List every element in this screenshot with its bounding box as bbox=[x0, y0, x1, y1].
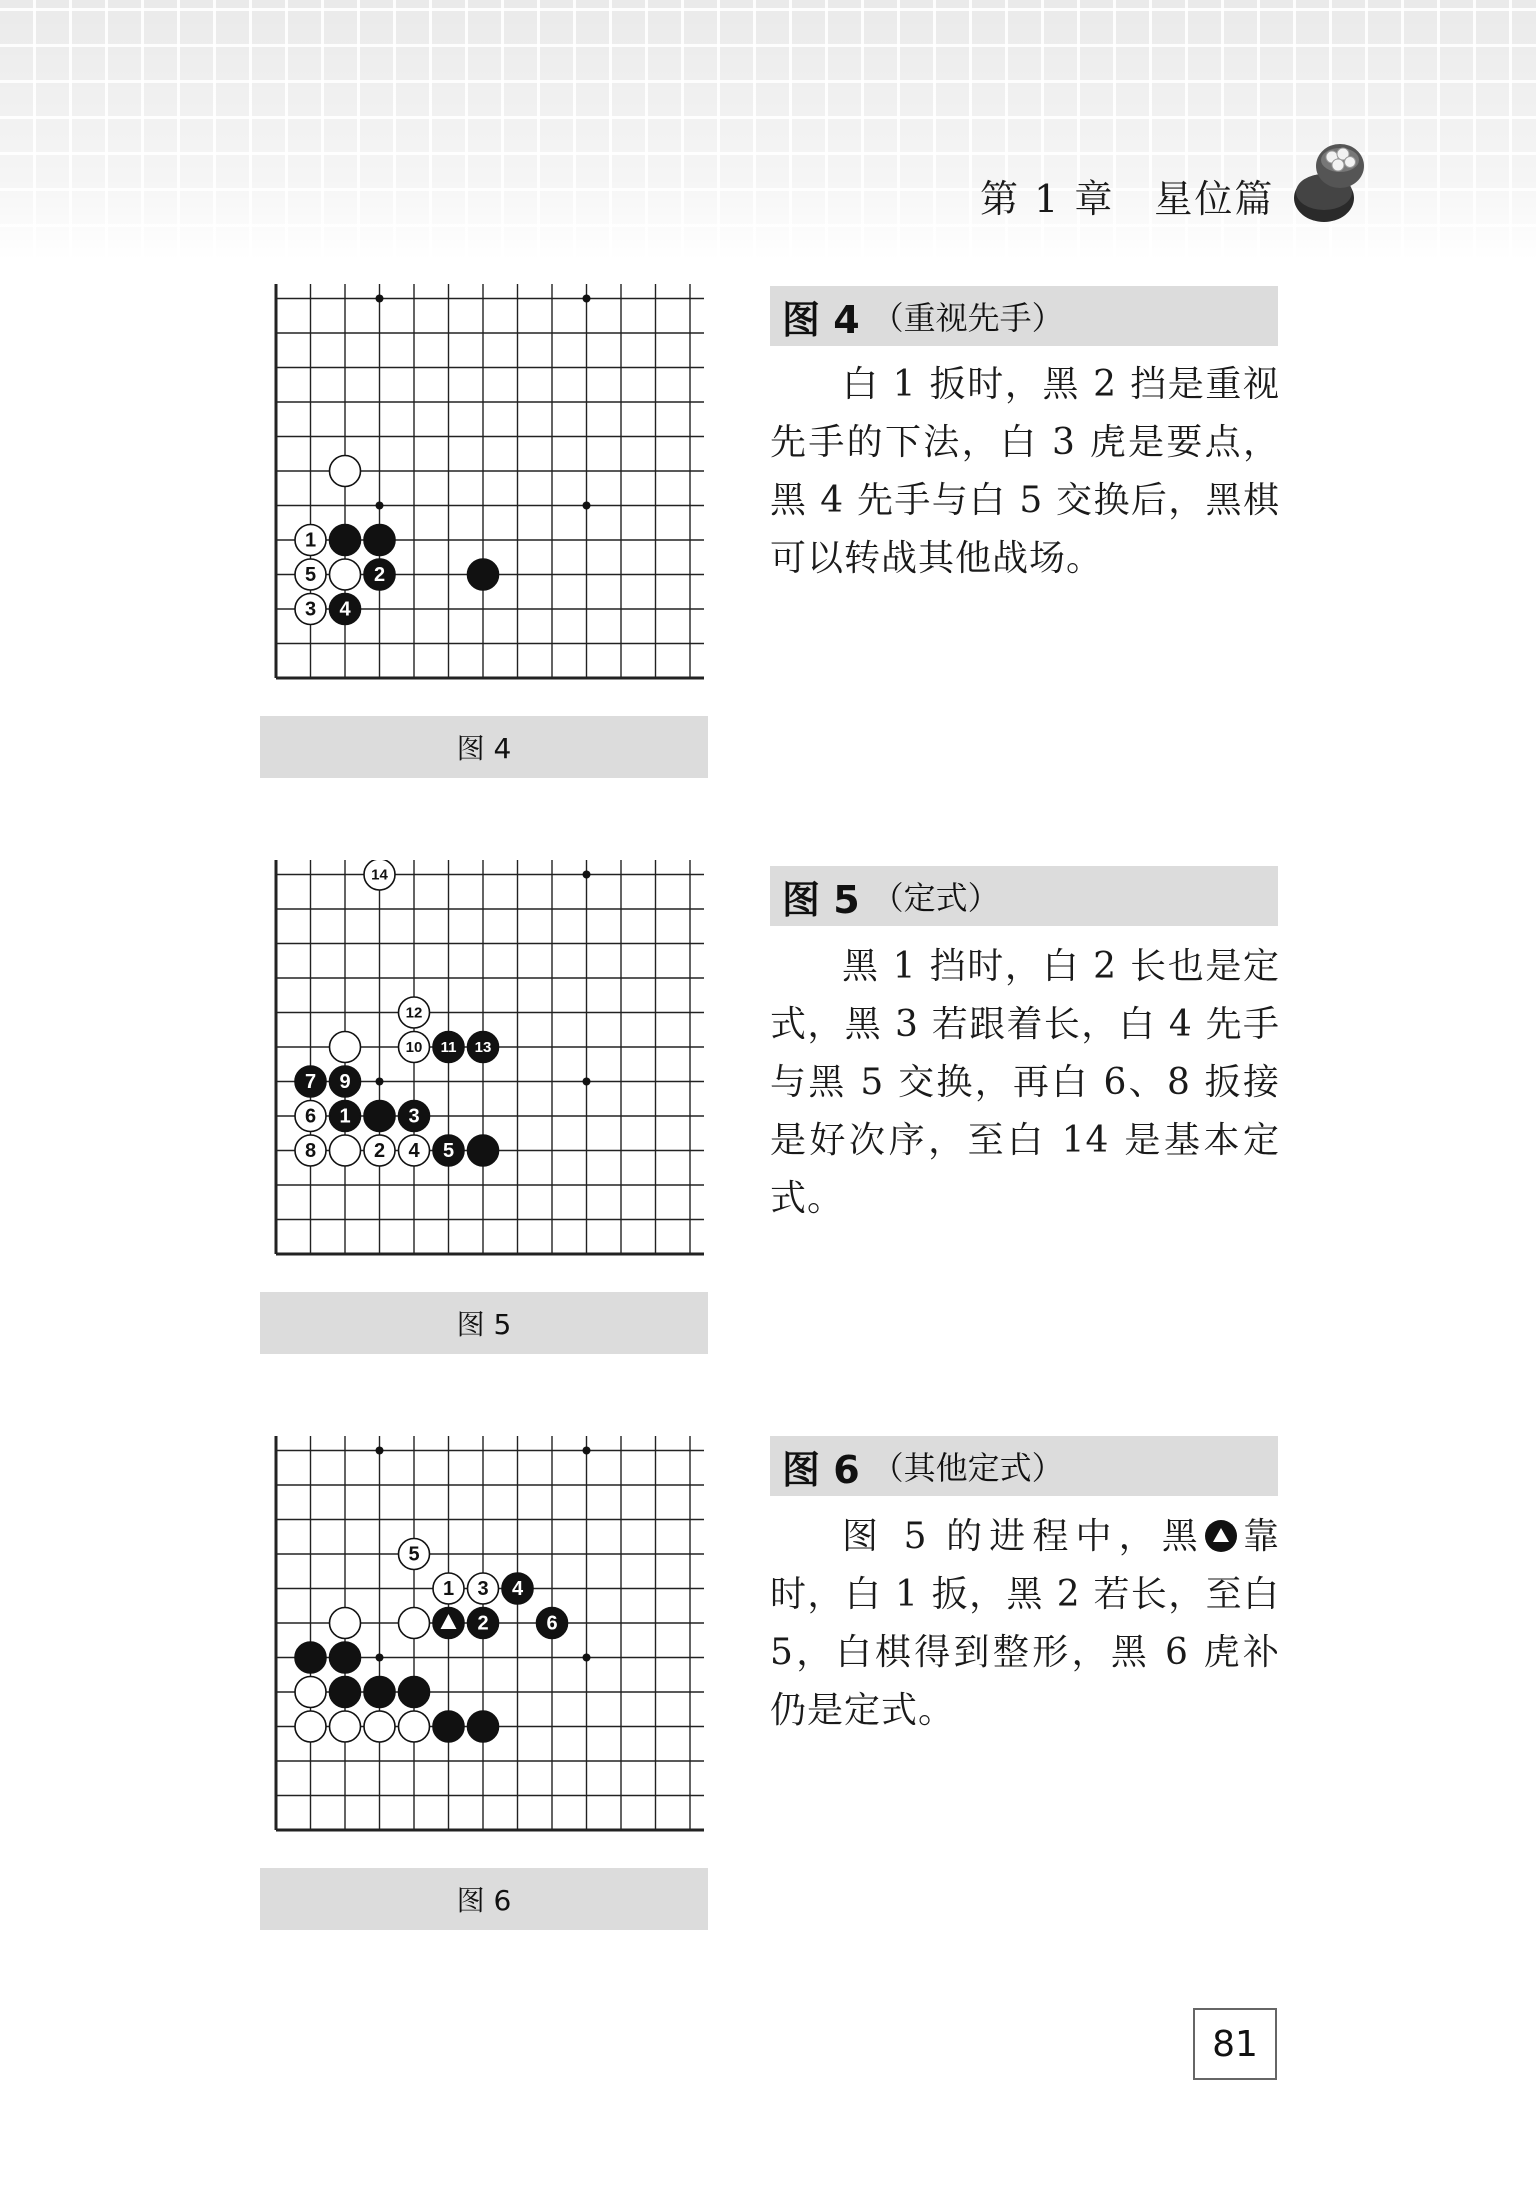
move-number: 13 bbox=[474, 1038, 492, 1056]
black-stone bbox=[468, 1608, 499, 1639]
move-number: 5 bbox=[408, 1543, 420, 1566]
white-stone bbox=[433, 1573, 464, 1604]
star-point bbox=[376, 1654, 384, 1662]
star-point bbox=[583, 295, 591, 303]
black-stone bbox=[364, 1677, 395, 1708]
commentary-text-start: 图 5 的进程中，黑 bbox=[842, 1516, 1205, 1557]
white-stone bbox=[295, 594, 326, 625]
black-stone bbox=[295, 1642, 326, 1673]
figure-label: 图 6 bbox=[782, 1447, 860, 1492]
star-point bbox=[583, 1654, 591, 1662]
white-stone bbox=[330, 1135, 361, 1166]
go-diagram-5 bbox=[270, 860, 720, 1280]
go-board-figure-4 bbox=[270, 284, 720, 704]
black-stone bbox=[433, 1608, 464, 1639]
white-stone bbox=[295, 1677, 326, 1708]
figure-subtitle: （重视先手） bbox=[871, 299, 1064, 337]
black-stone bbox=[468, 1032, 499, 1063]
chapter-title: 第 1 章 星位篇 bbox=[980, 177, 1275, 221]
white-stone bbox=[295, 1135, 326, 1166]
black-stone bbox=[468, 1135, 499, 1166]
white-stone bbox=[364, 860, 395, 890]
white-stone bbox=[399, 1711, 430, 1742]
commentary-paragraph: 黑 1 挡时，白 2 长也是定式，黑 3 若跟着长，白 4 先手与黑 5 交换，再白 6、8 扳接是好次序，至白 14 是基本定式。 bbox=[770, 946, 1280, 1219]
move-number: 4 bbox=[511, 1577, 524, 1600]
white-stone bbox=[468, 1573, 499, 1604]
move-number: 7 bbox=[304, 1070, 317, 1093]
black-stone bbox=[330, 525, 361, 556]
star-point bbox=[376, 1447, 384, 1455]
figure-caption: 图 6 bbox=[260, 1868, 708, 1930]
move-number: 1 bbox=[339, 1105, 351, 1128]
commentary-paragraph: 白 1 扳时，黑 2 挡是重视先手的下法，白 3 虎是要点，黑 4 先手与白 5 交换后，黑棋可以转战其他战场。 bbox=[770, 364, 1280, 579]
star-point bbox=[583, 1078, 591, 1086]
black-stone bbox=[295, 1066, 326, 1097]
move-number: 2 bbox=[373, 1139, 386, 1162]
black-stone bbox=[433, 1135, 464, 1166]
black-stone bbox=[330, 1101, 361, 1132]
white-stone bbox=[399, 1608, 430, 1639]
move-number: 2 bbox=[477, 1612, 489, 1635]
star-point bbox=[376, 1078, 384, 1086]
move-number: 4 bbox=[408, 1139, 420, 1162]
black-stone bbox=[364, 1101, 395, 1132]
move-number: 6 bbox=[546, 1612, 558, 1635]
move-number: 2 bbox=[373, 563, 386, 586]
white-stone bbox=[330, 559, 361, 590]
black-stone bbox=[330, 1066, 361, 1097]
figure-caption: 图 5 bbox=[260, 1292, 708, 1354]
go-diagram-6 bbox=[270, 1436, 720, 1856]
move-number: 5 bbox=[442, 1139, 455, 1162]
star-point bbox=[583, 1447, 591, 1455]
commentary-paragraph bbox=[770, 1508, 1280, 1740]
white-stone bbox=[295, 1101, 326, 1132]
section-heading bbox=[770, 866, 1278, 926]
move-number: 1 bbox=[304, 529, 317, 552]
move-number: 9 bbox=[339, 1070, 351, 1093]
figure-label: 图 4 bbox=[782, 297, 860, 342]
black-stone bbox=[364, 525, 395, 556]
black-stone bbox=[468, 1711, 499, 1742]
white-stone bbox=[399, 1032, 430, 1063]
section-heading bbox=[770, 1436, 1278, 1496]
move-number: 3 bbox=[304, 598, 317, 621]
white-stone bbox=[399, 1135, 430, 1166]
black-stone bbox=[330, 1677, 361, 1708]
white-stone bbox=[330, 456, 361, 487]
white-stone bbox=[330, 1711, 361, 1742]
white-stone bbox=[295, 1711, 326, 1742]
white-stone bbox=[295, 559, 326, 590]
go-stone-bowl-icon bbox=[1288, 136, 1372, 228]
black-stone bbox=[330, 1642, 361, 1673]
star-point bbox=[583, 502, 591, 510]
page-number: 81 bbox=[1193, 2008, 1277, 2080]
move-number: 10 bbox=[405, 1038, 423, 1056]
black-stone bbox=[433, 1032, 464, 1063]
star-point bbox=[376, 295, 384, 303]
white-stone bbox=[330, 1032, 361, 1063]
figure-label: 图 5 bbox=[782, 877, 860, 922]
black-stone bbox=[399, 1101, 430, 1132]
go-board-figure-5 bbox=[270, 860, 720, 1280]
section-heading bbox=[770, 286, 1278, 346]
white-stone bbox=[399, 1539, 430, 1570]
star-point bbox=[376, 502, 384, 510]
white-stone bbox=[399, 997, 430, 1028]
go-diagram-4 bbox=[270, 284, 720, 704]
black-stone bbox=[399, 1677, 430, 1708]
move-number: 6 bbox=[304, 1105, 317, 1128]
black-triangle-stone-icon bbox=[1205, 1520, 1237, 1552]
black-stone bbox=[364, 559, 395, 590]
black-stone bbox=[330, 594, 361, 625]
black-stone bbox=[468, 559, 499, 590]
move-number: 14 bbox=[371, 866, 388, 884]
move-number: 8 bbox=[304, 1139, 317, 1162]
star-point bbox=[583, 871, 591, 879]
black-stone bbox=[502, 1573, 533, 1604]
white-stone bbox=[364, 1135, 395, 1166]
black-stone bbox=[433, 1711, 464, 1742]
figure-subtitle: （其他定式） bbox=[871, 1449, 1064, 1487]
commentary-text-end: 靠时，白 1 扳，黑 2 若长，至白 5，白棋得到整形，黑 6 虎补仍是定式。 bbox=[770, 1516, 1280, 1731]
white-stone bbox=[364, 1711, 395, 1742]
go-board-figure-6 bbox=[270, 1436, 720, 1856]
figure-subtitle: （定式） bbox=[871, 879, 1000, 917]
move-number: 4 bbox=[339, 598, 351, 621]
white-stone bbox=[295, 525, 326, 556]
white-stone bbox=[330, 1608, 361, 1639]
move-number: 1 bbox=[442, 1577, 455, 1600]
move-number: 5 bbox=[304, 563, 317, 586]
figure-caption: 图 4 bbox=[260, 716, 708, 778]
move-number: 12 bbox=[405, 1004, 423, 1022]
move-number: 3 bbox=[408, 1105, 420, 1128]
black-stone bbox=[537, 1608, 568, 1639]
move-number: 3 bbox=[477, 1577, 489, 1600]
move-number: 11 bbox=[440, 1038, 457, 1056]
